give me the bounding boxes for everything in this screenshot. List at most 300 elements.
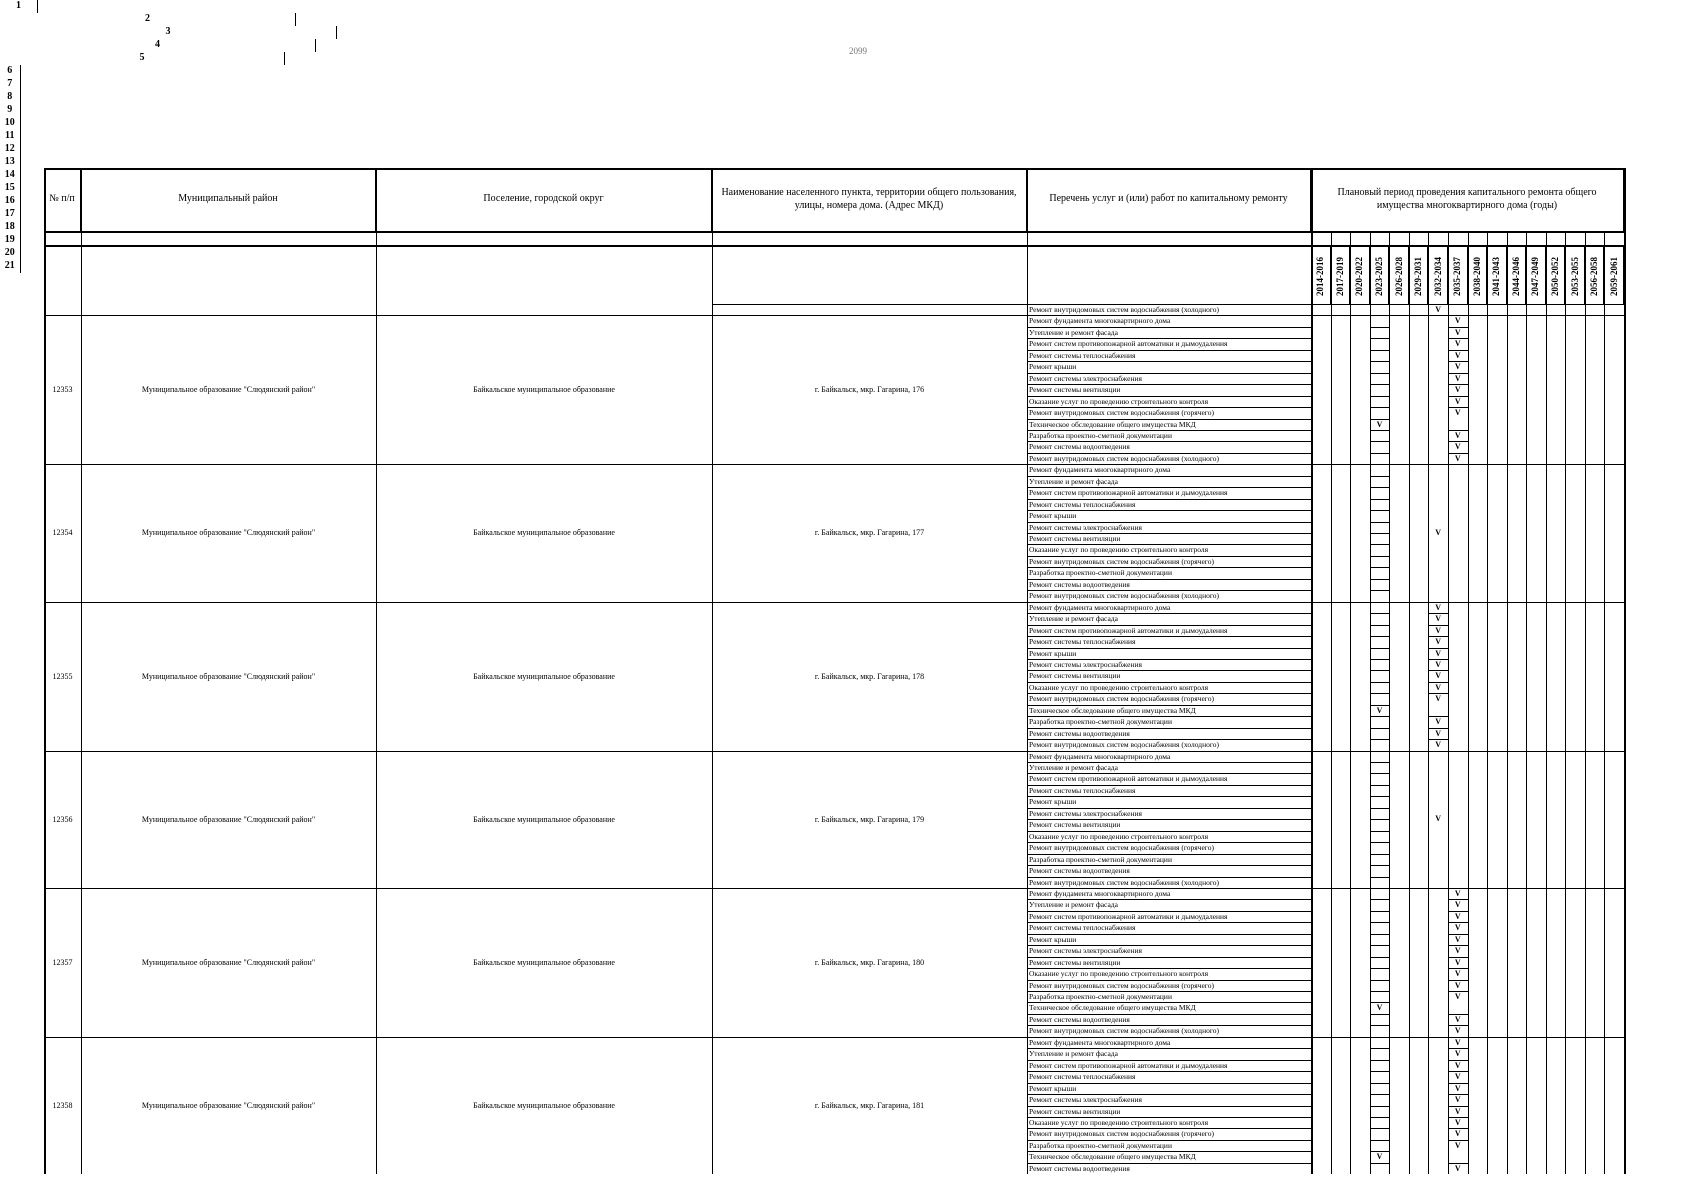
row-divider (1370, 842, 1390, 843)
row-divider (1428, 716, 1448, 717)
column-number: 21 (0, 260, 21, 273)
row-divider (1448, 373, 1468, 374)
row-divider (1370, 1140, 1390, 1141)
district-name: Муниципальное образование "Слюдянский район" (141, 385, 316, 395)
column-number: 13 (0, 156, 21, 169)
row-divider (1370, 1048, 1390, 1049)
service-item: Ремонт внутридомовых систем водоснабжения (горячего) (1029, 843, 1214, 853)
row-divider (1370, 1117, 1390, 1118)
row-divider (1448, 1037, 1468, 1038)
plan-mark: V (1454, 1072, 1461, 1082)
service-item: Разработка проектно-сметной документации (1029, 568, 1172, 578)
row-divider (1448, 911, 1468, 912)
row-divider (1027, 1002, 1311, 1003)
column-divider (1409, 231, 1410, 1174)
service-item: Ремонт системы электроснабжения (1029, 1095, 1142, 1105)
column-number: 15 (0, 182, 21, 195)
year-column-header: 2059-2061 (1604, 245, 1624, 304)
plan-mark: V (1454, 373, 1461, 383)
row-number: 12358 (52, 1100, 73, 1110)
header-services: Перечень услуг и (или) работ по капитальному ремонту (1027, 168, 1311, 231)
plan-mark: V (1454, 362, 1461, 372)
row-divider (1448, 327, 1468, 328)
row-number: 12356 (52, 814, 73, 824)
row-divider (1370, 419, 1390, 420)
column-number: 10 (0, 117, 21, 130)
row-divider (1370, 499, 1390, 500)
plan-mark: V (1454, 992, 1461, 1001)
year-column-header: 2020-2022 (1350, 245, 1370, 304)
row-divider (1370, 1083, 1390, 1084)
row-divider (1027, 361, 1311, 362)
row-divider (1370, 1151, 1390, 1152)
column-divider (1468, 231, 1469, 1174)
service-item: Ремонт фундамента многоквартирного дома (1029, 465, 1171, 475)
service-item: Оказание услуг по проведению строительного контроля (1029, 831, 1209, 841)
column-number: 9 (0, 104, 21, 117)
year-column-header: 2047-2049 (1526, 245, 1546, 304)
header-number: № п/п (44, 168, 81, 231)
row-number: 12354 (52, 528, 73, 538)
row-divider (1027, 762, 1311, 763)
row-divider (1448, 899, 1468, 900)
service-item: Разработка проектно-сметной документации (1029, 717, 1172, 727)
row-divider (1370, 670, 1390, 671)
service-item: Ремонт системы теплоснабжения (1029, 499, 1136, 509)
service-item: Оказание услуг по проведению строительного контроля (1029, 545, 1209, 555)
column-divider (712, 168, 713, 1174)
row-divider (1448, 1106, 1468, 1107)
row-divider (1027, 636, 1311, 637)
plan-mark: V (1435, 602, 1442, 612)
header-settlement: Поселение, городской округ (376, 168, 712, 231)
row-divider (1370, 1002, 1390, 1003)
plan-mark: V (1454, 934, 1461, 944)
row-divider (1370, 796, 1390, 797)
row-divider (1370, 625, 1390, 626)
row-divider (1027, 785, 1311, 786)
row-divider (1448, 361, 1468, 362)
column-number: 18 (0, 221, 21, 234)
row-divider (1370, 636, 1390, 637)
service-item: Ремонт системы теплоснабжения (1029, 1072, 1136, 1082)
plan-mark: V (1454, 980, 1461, 990)
plan-mark: V (1435, 740, 1442, 750)
year-column-header: 2014-2016 (1311, 245, 1331, 304)
year-column-header: 2026-2028 (1389, 245, 1409, 304)
plan-mark: V (1435, 305, 1442, 314)
service-item: Ремонт системы вентиляции (1029, 385, 1121, 395)
plan-mark: V (1376, 419, 1383, 429)
row-divider (1027, 854, 1311, 855)
row-divider (1428, 613, 1448, 614)
row-divider (1370, 693, 1390, 694)
row-divider (1370, 441, 1390, 442)
row-divider (1027, 773, 1311, 774)
row-divider (1370, 899, 1390, 900)
column-divider (1526, 231, 1527, 1174)
service-item: Ремонт системы водоотведения (1029, 1163, 1130, 1173)
address: г. Байкальск, мкр. Гагарина, 176 (814, 385, 925, 395)
service-item: Ремонт крыши (1029, 797, 1077, 807)
row-divider (1027, 522, 1311, 523)
plan-mark: V (1435, 637, 1442, 647)
row-divider (1370, 544, 1390, 545)
address: г. Байкальск, мкр. Гагарина, 178 (814, 671, 925, 681)
row-divider (1027, 957, 1311, 958)
service-item: Ремонт системы вентиляции (1029, 534, 1121, 543)
row-divider (1428, 625, 1448, 626)
column-divider (1546, 231, 1547, 1174)
row-divider (1027, 682, 1311, 683)
row-divider (1027, 338, 1311, 339)
plan-mark: V (1454, 923, 1461, 933)
service-item: Ремонт внутридомовых систем водоснабжения (холодного) (1029, 1026, 1219, 1036)
address: г. Байкальск, мкр. Гагарина, 181 (814, 1100, 925, 1110)
plan-mark: V (1454, 327, 1461, 337)
plan-mark: V (1454, 911, 1461, 921)
service-item: Ремонт системы электроснабжения (1029, 946, 1142, 956)
column-number: 6 (0, 65, 21, 78)
service-item: Утепление и ремонт фасада (1029, 763, 1118, 772)
column-number: 14 (0, 169, 21, 182)
row-divider (1448, 1048, 1468, 1049)
service-item: Утепление и ремонт фасада (1029, 1049, 1118, 1059)
plan-mark: V (1454, 350, 1461, 360)
plan-mark: V (1454, 946, 1461, 956)
row-divider (1027, 1048, 1311, 1049)
plan-mark: V (1454, 1037, 1461, 1047)
row-divider (1027, 842, 1311, 843)
row-divider (1428, 659, 1448, 660)
column-number: 16 (0, 195, 21, 208)
row-divider (1448, 315, 1468, 316)
column-number: 3 (0, 26, 337, 39)
row-divider (1448, 888, 1468, 889)
year-column-header: 2056-2058 (1585, 245, 1605, 304)
column-number: 11 (0, 130, 21, 143)
column-number: 2 (0, 13, 296, 26)
plan-mark: V (1435, 614, 1442, 624)
plan-mark: V (1454, 1140, 1461, 1150)
row-divider (1027, 1071, 1311, 1072)
column-divider (1331, 231, 1332, 1174)
plan-mark: V (1376, 1003, 1383, 1013)
row-divider (1027, 499, 1311, 500)
row-divider (1370, 991, 1390, 992)
row-divider (1448, 350, 1468, 351)
row-divider (1027, 533, 1311, 534)
settlement-name: Байкальское муниципальное образование (473, 385, 615, 395)
row-divider (1370, 648, 1390, 649)
service-item: Ремонт фундамента многоквартирного дома (1029, 602, 1171, 612)
row-divider (1428, 648, 1448, 649)
row-divider (1027, 567, 1311, 568)
row-divider (1370, 911, 1390, 912)
row-divider (1370, 819, 1390, 820)
plan-mark: V (1454, 385, 1461, 395)
plan-mark: V (1454, 1026, 1461, 1036)
row-divider (1027, 716, 1311, 717)
settlement-name: Байкальское муниципальное образование (473, 814, 615, 824)
row-divider (1370, 716, 1390, 717)
column-divider (1624, 168, 1626, 1174)
row-divider (1448, 1060, 1468, 1061)
row-divider (1370, 1163, 1390, 1164)
plan-mark: V (1454, 1014, 1461, 1024)
row-divider (1027, 1094, 1311, 1095)
district-name: Муниципальное образование "Слюдянский район" (141, 1100, 316, 1110)
row-divider (1027, 934, 1311, 935)
row-number: 12357 (52, 957, 73, 967)
service-item: Ремонт внутридомовых систем водоснабжения (горячего) (1029, 694, 1214, 704)
row-divider (1027, 556, 1311, 557)
service-item: Разработка проектно-сметной документации (1029, 854, 1172, 864)
header-period: Плановый период проведения капитального ремонта общего имущества многоквартирного дома (годы) (1311, 168, 1624, 231)
row-divider (1448, 338, 1468, 339)
row-divider (1370, 957, 1390, 958)
row-divider (1448, 453, 1468, 454)
row-divider (1027, 911, 1311, 912)
row-divider (1370, 430, 1390, 431)
row-divider (1370, 567, 1390, 568)
service-item: Ремонт фундамента многоквартирного дома (1029, 888, 1171, 898)
service-item: Ремонт системы вентиляции (1029, 671, 1121, 681)
row-divider (1027, 728, 1311, 729)
row-divider (1370, 659, 1390, 660)
row-divider (1448, 1163, 1468, 1164)
row-divider (1370, 877, 1390, 878)
row-divider (1027, 1117, 1311, 1118)
plan-mark: V (1454, 453, 1461, 463)
row-divider (1370, 350, 1390, 351)
row-divider (1370, 785, 1390, 786)
row-divider (1027, 945, 1311, 946)
column-divider (1507, 231, 1508, 1174)
service-item: Ремонт систем противопожарной автоматики и дымоудаления (1029, 911, 1228, 921)
row-divider (1027, 819, 1311, 820)
column-divider (81, 168, 82, 1174)
column-number: 5 (0, 52, 285, 65)
row-divider (1027, 441, 1311, 442)
row-divider (1027, 899, 1311, 900)
row-divider (1027, 968, 1311, 969)
row-divider (1027, 510, 1311, 511)
service-item: Ремонт системы водоотведения (1029, 579, 1130, 589)
service-item: Разработка проектно-сметной документации (1029, 992, 1172, 1001)
district-name: Муниципальное образование "Слюдянский район" (141, 814, 316, 824)
row-divider (1027, 1163, 1311, 1164)
row-divider (1027, 384, 1311, 385)
plan-mark: V (1454, 1129, 1461, 1139)
column-number: 8 (0, 91, 21, 104)
row-divider (1370, 613, 1390, 614)
service-item: Ремонт системы теплоснабжения (1029, 350, 1136, 360)
service-item: Ремонт системы электроснабжения (1029, 522, 1142, 532)
row-divider (1370, 1025, 1390, 1026)
service-item: Техническое обследование общего имущества МКД (1029, 705, 1196, 715)
column-divider (1311, 168, 1313, 1174)
row-divider (1448, 1071, 1468, 1072)
column-divider (1370, 231, 1371, 1174)
column-number: 4 (0, 39, 316, 52)
row-divider (1027, 487, 1311, 488)
row-divider (1027, 1083, 1311, 1084)
service-item: Ремонт крыши (1029, 648, 1077, 658)
column-divider (1350, 231, 1351, 1174)
plan-mark: V (1454, 957, 1461, 967)
service-item: Ремонт систем противопожарной автоматики и дымоудаления (1029, 1060, 1228, 1070)
plan-mark: V (1454, 1163, 1461, 1173)
row-divider (1428, 670, 1448, 671)
column-number: 17 (0, 208, 21, 221)
service-item: Утепление и ремонт фасада (1029, 476, 1118, 486)
row-divider (1370, 1094, 1390, 1095)
plan-mark: V (1454, 430, 1461, 440)
service-item: Утепление и ремонт фасада (1029, 327, 1118, 337)
column-number: 1 (0, 0, 38, 13)
row-divider (1027, 1128, 1311, 1129)
plan-mark: V (1435, 659, 1442, 669)
row-divider (1027, 808, 1311, 809)
row-divider (1448, 945, 1468, 946)
year-column-header: 2041-2043 (1487, 245, 1507, 304)
row-divider (1027, 831, 1311, 832)
row-divider (1428, 602, 1448, 603)
row-divider (44, 168, 1624, 170)
row-divider (1370, 476, 1390, 477)
row-divider (1027, 865, 1311, 866)
service-item: Ремонт систем противопожарной автоматики и дымоудаления (1029, 488, 1228, 498)
service-item: Ремонт системы электроснабжения (1029, 808, 1142, 818)
plan-mark: V (1435, 814, 1442, 824)
row-divider (1027, 705, 1311, 706)
row-divider (1448, 441, 1468, 442)
plan-mark: V (1454, 1049, 1461, 1059)
plan-mark: V (1454, 1060, 1461, 1070)
service-item: Ремонт фундамента многоквартирного дома (1029, 316, 1171, 326)
row-divider (1370, 682, 1390, 683)
row-divider (1027, 796, 1311, 797)
plan-mark: V (1454, 339, 1461, 349)
row-divider (1370, 728, 1390, 729)
row-divider (1448, 396, 1468, 397)
row-divider (44, 245, 1624, 247)
column-divider (1448, 231, 1449, 1174)
plan-mark: V (1454, 1083, 1461, 1093)
row-divider (1027, 590, 1311, 591)
row-divider (1027, 625, 1311, 626)
plan-mark: V (1435, 625, 1442, 635)
row-divider (1370, 522, 1390, 523)
service-item: Оказание услуг по проведению строительного контроля (1029, 1117, 1209, 1127)
row-divider (1370, 831, 1390, 832)
row-divider (1370, 407, 1390, 408)
row-divider (44, 231, 1624, 233)
row-divider (1370, 1071, 1390, 1072)
row-divider (1027, 419, 1311, 420)
row-divider (1370, 1128, 1390, 1129)
service-item: Ремонт внутридомовых систем водоснабжения (холодного) (1029, 453, 1219, 463)
header-district: Муниципальный район (81, 168, 376, 231)
address: г. Байкальск, мкр. Гагарина, 179 (814, 814, 925, 824)
column-number: 7 (0, 78, 21, 91)
year-column-header: 2029-2031 (1409, 245, 1429, 304)
plan-mark: V (1454, 396, 1461, 406)
row-divider (1448, 1083, 1468, 1084)
service-item: Оказание услуг по проведению строительного контроля (1029, 969, 1209, 979)
plan-mark: V (1454, 900, 1461, 910)
row-divider (1027, 1014, 1311, 1015)
settlement-name: Байкальское муниципальное образование (473, 957, 615, 967)
service-item: Ремонт фундамента многоквартирного дома (1029, 751, 1171, 761)
service-item: Ремонт внутридомовых систем водоснабжения (горячего) (1029, 556, 1214, 566)
row-divider (1370, 1106, 1390, 1107)
row-divider (1448, 934, 1468, 935)
page-number: 2099 (849, 46, 867, 56)
row-divider (1027, 922, 1311, 923)
row-divider (1027, 1151, 1311, 1152)
service-item: Ремонт системы водоотведения (1029, 442, 1130, 452)
row-divider (1370, 1014, 1390, 1015)
settlement-name: Байкальское муниципальное образование (473, 1100, 615, 1110)
service-item: Ремонт крыши (1029, 511, 1077, 521)
row-divider (1370, 934, 1390, 935)
row-divider (1027, 1140, 1311, 1141)
service-item: Ремонт внутридомовых систем водоснабжения (холодного) (1029, 877, 1219, 887)
row-divider (1448, 1140, 1468, 1141)
row-divider (1370, 980, 1390, 981)
row-divider (1448, 1128, 1468, 1129)
row-number: 12355 (52, 671, 73, 681)
year-column-header: 2050-2052 (1546, 245, 1566, 304)
column-divider (1585, 231, 1586, 1174)
column-divider (1428, 231, 1429, 1174)
row-divider (1370, 705, 1390, 706)
row-divider (1370, 338, 1390, 339)
row-divider (1370, 808, 1390, 809)
settlement-name: Байкальское муниципальное образование (473, 671, 615, 681)
service-item: Ремонт внутридомовых систем водоснабжения (горячего) (1029, 980, 1214, 990)
column-number: 12 (0, 143, 21, 156)
row-divider (1027, 396, 1311, 397)
row-number: 12353 (52, 385, 73, 395)
column-divider (1604, 231, 1605, 1174)
plan-mark: V (1435, 694, 1442, 704)
service-item: Ремонт внутридомовых систем водоснабжения (горячего) (1029, 408, 1214, 418)
column-divider (44, 168, 46, 1174)
row-divider (1027, 1106, 1311, 1107)
row-divider (1448, 957, 1468, 958)
service-item: Ремонт крыши (1029, 1083, 1077, 1093)
row-divider (1448, 991, 1468, 992)
service-item: Ремонт системы вентиляции (1029, 957, 1121, 967)
service-item: Ремонт системы теплоснабжения (1029, 785, 1136, 795)
row-divider (1448, 430, 1468, 431)
row-divider (1428, 693, 1448, 694)
service-item: Оказание услуг по проведению строительного контроля (1029, 682, 1209, 692)
plan-mark: V (1454, 442, 1461, 452)
year-column-header: 2053-2055 (1565, 245, 1585, 304)
address: г. Байкальск, мкр. Гагарина, 177 (814, 528, 925, 538)
service-item: Ремонт внутридомовых систем водоснабжения (холодного) (1029, 740, 1219, 750)
row-divider (1370, 968, 1390, 969)
service-item: Ремонт системы водоотведения (1029, 1014, 1130, 1024)
column-divider (1027, 168, 1028, 1174)
settlement-name: Байкальское муниципальное образование (473, 528, 615, 538)
service-item: Ремонт системы электроснабжения (1029, 373, 1142, 383)
service-item: Ремонт внутридомовых систем водоснабжения (холодного) (1029, 305, 1219, 314)
